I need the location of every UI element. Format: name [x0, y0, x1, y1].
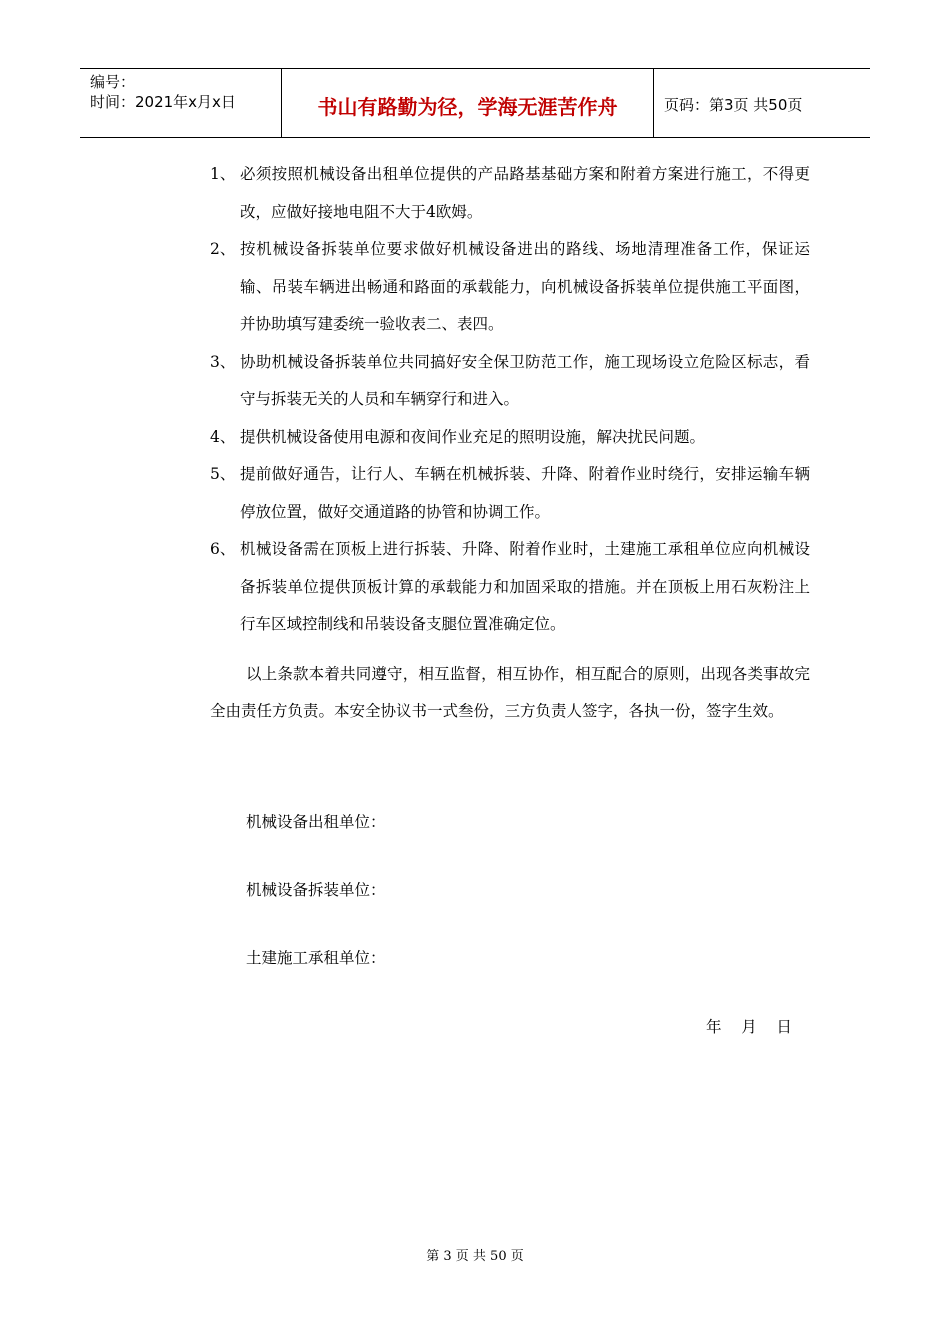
number-label: 编号：	[90, 73, 136, 91]
list-item	[210, 344, 810, 419]
header-motto-cell	[282, 69, 654, 137]
list-item	[210, 156, 810, 231]
item-text: 必须按照机械设备出租单位提供的产品路基基础方案和附着方案进行施工，不得更改，应做好接地电阻不大于4欧姆。	[240, 165, 810, 221]
closing-paragraph: 以上条款本着共同遵守，相互监督，相互协作，相互配合的原则，出现各类事故完全由责任方负责。本安全协议书一式叁份，三方负责人签字，各执一份，签字生效。	[210, 665, 810, 720]
header-info-cell	[80, 69, 282, 137]
item-text: 按机械设备拆装单位要求做好机械设备进出的路线、场地清理准备工作，保证运输、吊装车辆进出畅通和路面的承载能力，向机械设备拆装单位提供施工平面图，并协助填写建委统一验收表二、表四。	[240, 240, 810, 333]
header-table	[80, 68, 870, 138]
list-item	[210, 531, 810, 644]
signature-installer: 机械设备拆装单位：	[246, 881, 386, 899]
item-text: 提前做好通告，让行人、车辆在机械拆装、升降、附着作业时绕行，安排运输车辆停放位置，做好交通道路的协管和协调工作。	[240, 465, 810, 521]
item-number: 4、	[210, 427, 236, 446]
date-line: 年 月 日	[706, 1018, 792, 1036]
item-number: 1、	[210, 165, 236, 183]
signature-contractor: 土建施工承租单位：	[246, 949, 386, 967]
item-number: 5、	[210, 465, 236, 483]
item-number: 6、	[210, 540, 236, 558]
item-number: 3、	[210, 352, 236, 371]
item-text: 机械设备需在顶板上进行拆装、升降、附着作业时，土建施工承租单位应向机械设备拆装单位提供顶板计算的承载能力和加固采取的措施。并在顶板上用石灰粉注上行车区域控制线和吊装设备支腿位置准确定位。	[240, 540, 810, 633]
motto: 书山有路勤为径，学海无涯苦作舟	[317, 95, 618, 119]
item-text: 协助机械设备拆装单位共同搞好安全保卫防范工作，施工现场设立危险区标志，看守与拆装无关的人员和车辆穿行和进入。	[240, 352, 810, 408]
list-item	[210, 419, 810, 457]
page-footer: 第 3 页 共 50 页	[426, 1249, 524, 1264]
signature-lessor: 机械设备出租单位：	[246, 813, 386, 831]
item-text: 提供机械设备使用电源和夜间作业充足的照明设施，解决扰民问题。	[240, 427, 706, 446]
time-label: 时间：2021年x月x日	[90, 93, 236, 111]
clause-list	[210, 156, 810, 644]
page-info: 页码：第3页 共50页	[664, 96, 803, 114]
list-item	[210, 456, 810, 531]
list-item	[210, 231, 810, 344]
item-number: 2、	[210, 240, 236, 258]
header-page-cell	[654, 69, 870, 137]
